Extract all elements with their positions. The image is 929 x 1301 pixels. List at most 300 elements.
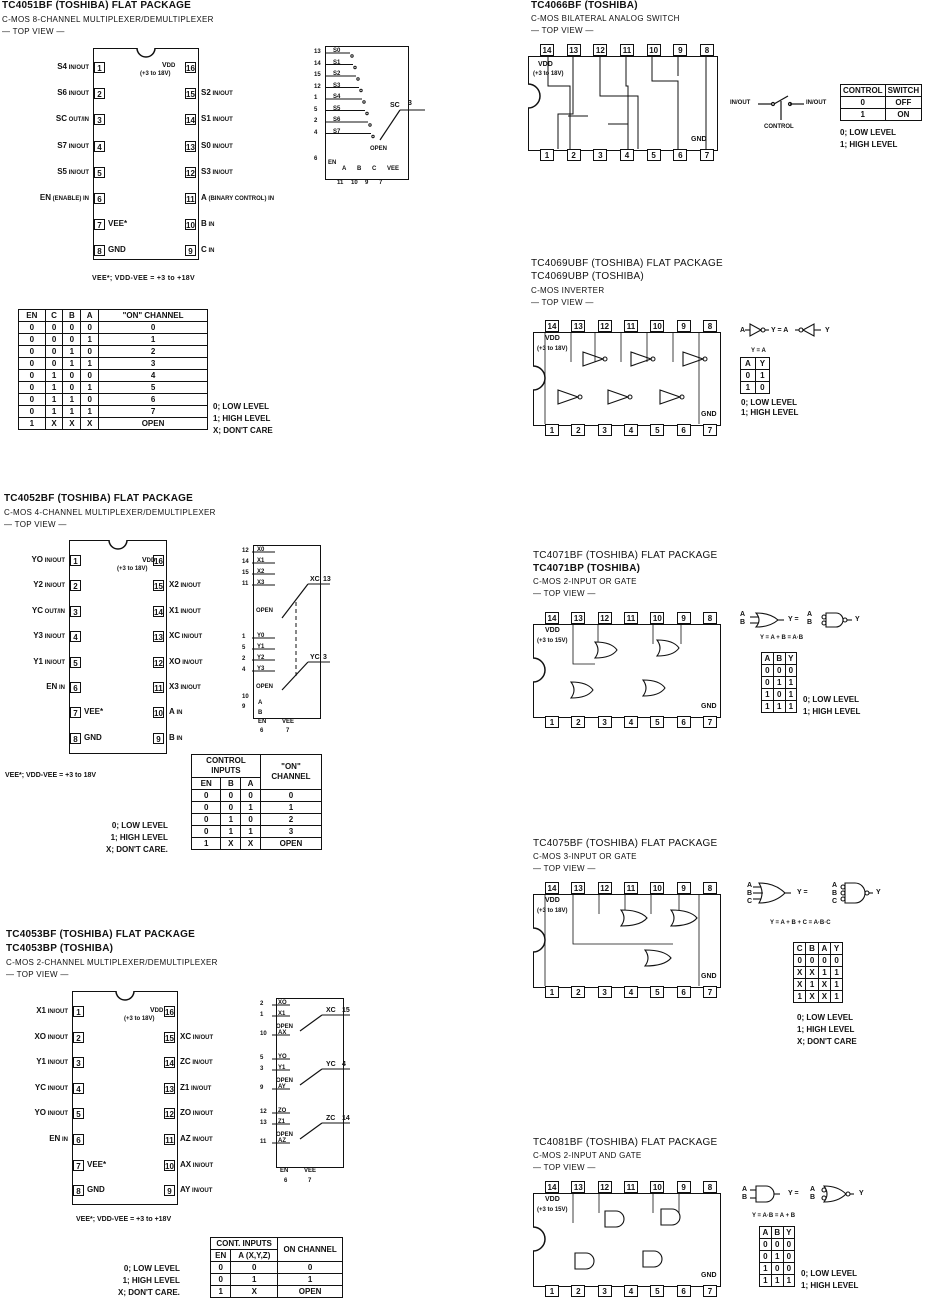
switch-label: X3: [257, 580, 265, 586]
pin-6: 6: [673, 149, 687, 161]
tc4069-title: TC4069UBF (TOSHIBA) FLAT PACKAGE: [531, 258, 723, 269]
table-cell: 1: [831, 991, 843, 1003]
table-header-cell: Y: [783, 1227, 794, 1239]
switch-pin: 2: [260, 1001, 264, 1007]
switch-arm: [300, 1015, 322, 1031]
table-cell: 2: [260, 814, 321, 826]
pin-4: 4: [624, 986, 638, 998]
pin-14: 14: [154, 607, 163, 617]
pin-label-x2: X2 IN/OUT: [169, 580, 201, 590]
pin-8: 8: [703, 612, 717, 624]
tc4069-sym-mid: Y = A: [771, 327, 789, 334]
table-cell: 0: [755, 382, 769, 394]
tc4053-package: [72, 991, 178, 1205]
table-cell: X: [241, 838, 261, 850]
pin-label-xo: XO IN/OUT: [34, 1031, 68, 1041]
pin-14: 14: [186, 116, 195, 126]
table-cell: OPEN: [99, 418, 208, 430]
switch-label: S5: [333, 105, 341, 112]
tc4071-legend: [803, 694, 860, 718]
table-cell: 0: [783, 1263, 794, 1275]
pin-2: 2: [571, 986, 585, 998]
legend-line: 1; HIGH LEVEL: [213, 414, 271, 423]
table-cell: 1: [831, 967, 843, 979]
tc4071-sym-eq: Y =: [788, 616, 799, 623]
pin-10: 10: [650, 882, 664, 894]
table-cell: 1: [785, 677, 796, 689]
b-pin: 9: [242, 704, 246, 710]
pin-13: 13: [154, 633, 163, 643]
tc4075-vdd: VDD: [545, 897, 560, 904]
tc4081-sym-eq: Y =: [788, 1190, 799, 1197]
table-cell: 1: [63, 346, 81, 358]
open-label: OPEN: [370, 146, 388, 152]
table-cell: 1: [19, 418, 46, 430]
pin-2: 2: [571, 716, 585, 728]
table-cell: 1: [760, 1275, 772, 1287]
table-cell: 0: [783, 1239, 794, 1251]
legend-line: X; DON'T CARE: [797, 1037, 857, 1046]
legend-line: X; DON'T CARE.: [118, 1288, 180, 1297]
table-cell: 1: [818, 967, 830, 979]
table-cell: 0: [45, 346, 63, 358]
tc4052-subtitle: C-MOS 4-CHANNEL MULTIPLEXER/DEMULTIPLEXER: [4, 508, 216, 517]
pin-12: 12: [165, 1110, 174, 1120]
legend-line: 0; LOW LEVEL: [123, 1264, 180, 1273]
table-header-cell: A (X,Y,Z): [231, 1250, 278, 1262]
tc4075-gnd: GND: [701, 973, 717, 980]
pin-label-s6: S6 IN/OUT: [57, 88, 89, 98]
a-label: A: [258, 700, 263, 706]
tc4066-sym-out: IN/OUT: [806, 100, 827, 106]
table-cell: 0: [211, 1274, 231, 1286]
table-cell: 0: [19, 346, 46, 358]
table-cell: 0: [63, 382, 81, 394]
switch-arm: [380, 110, 400, 140]
table-cell: 0: [45, 322, 63, 334]
tc4066-title: TC4066BF (TOSHIBA): [531, 0, 638, 11]
tc4075-sym-abc: A B C: [747, 882, 753, 905]
table-cell: 0: [783, 1251, 794, 1263]
pin-2: 2: [571, 1285, 585, 1297]
switch-contact: [351, 55, 353, 57]
en-pin: 6: [314, 156, 318, 162]
pin-10: 10: [650, 320, 664, 332]
switch-pin: 3: [260, 1066, 264, 1072]
pin-12: 12: [598, 612, 612, 624]
legend-line: X; DON'T CARE.: [106, 845, 168, 854]
pin-5: 5: [650, 986, 664, 998]
pin-1: 1: [545, 1285, 559, 1297]
legend-line: 1; HIGH LEVEL: [803, 707, 861, 716]
switch-label: Y3: [257, 666, 265, 672]
table-header-cell: CONTROL INPUTS: [192, 755, 261, 778]
table-cell: 1: [771, 1275, 783, 1287]
tc4052-title: TC4052BF (TOSHIBA) FLAT PACKAGE: [4, 493, 193, 504]
tc4071-eq: Y = A + B = A·B: [760, 635, 804, 641]
table-cell: 1: [771, 1251, 783, 1263]
table-header-cell: A: [762, 653, 774, 665]
table-cell: 0: [806, 955, 818, 967]
pin-9: 9: [185, 245, 196, 256]
switch-pin: 13: [260, 1120, 267, 1126]
tc4051-footnote: VEE*; VDD-VEE = +3 to +18V: [92, 275, 195, 282]
tc4053-legend: [118, 1263, 180, 1299]
tc4081-sym-ab: A B: [742, 1186, 748, 1201]
pin-label-s0: S0 IN/OUT: [201, 140, 233, 150]
tc4069-gnd: GND: [701, 411, 717, 418]
pin-14: 14: [545, 612, 559, 624]
pin-2: 2: [567, 149, 581, 161]
tc4052-package: [69, 540, 167, 754]
pin-label-s3: S3 IN/OUT: [201, 166, 233, 176]
tc4069-vdd: VDD: [545, 335, 560, 342]
table-cell: 1: [81, 358, 99, 370]
tc4066-internal-wiring: [528, 56, 718, 149]
table-header-cell: EN: [211, 1250, 231, 1262]
table-cell: X: [806, 967, 818, 979]
switch-contact: [354, 66, 356, 68]
bottom-pin: 10: [351, 180, 358, 186]
table-cell: 0: [192, 826, 221, 838]
pin-5: 5: [70, 657, 81, 668]
en-label: EN: [328, 160, 337, 166]
tc4066-sym-in: IN/OUT: [730, 100, 751, 106]
tc4075-eq: Y = A + B + C = A·B·C: [770, 920, 831, 926]
table-cell: 0: [81, 322, 99, 334]
y-switch-arm: [282, 662, 308, 690]
inverter-gate: [558, 390, 578, 404]
switch-pin: 12: [242, 548, 249, 554]
pin-6: 6: [677, 424, 691, 436]
tc4053-title: TC4053BF (TOSHIBA) FLAT PACKAGE: [6, 929, 195, 940]
table-cell: 2: [99, 346, 208, 358]
pin-14: 14: [165, 1059, 174, 1069]
legend-line: 0; LOW LEVEL: [797, 1013, 853, 1022]
switch-pin: 1: [242, 634, 246, 640]
pin-1: 1: [545, 716, 559, 728]
table-cell: 0: [841, 97, 886, 109]
and-gate: [643, 1251, 662, 1267]
pin-16: 16: [154, 557, 163, 566]
pin-10: 10: [650, 1181, 664, 1193]
table-cell: 0: [19, 370, 46, 382]
pin-1: 1: [70, 555, 81, 566]
table-cell: 1: [806, 979, 818, 991]
pin-11: 11: [624, 882, 638, 894]
pin-label-yo: YO IN/OUT: [31, 555, 65, 564]
tc4071-vdd: VDD: [545, 627, 560, 634]
pin-13: 13: [186, 142, 195, 152]
table-header-cell: Y: [785, 653, 796, 665]
legend-line: 1; HIGH LEVEL: [801, 1281, 859, 1290]
table-cell: X: [81, 418, 99, 430]
vee-label: VEE: [304, 1168, 317, 1174]
table-cell: 1: [231, 1274, 278, 1286]
pin-3: 3: [598, 986, 612, 998]
table-cell: OFF: [885, 97, 922, 109]
tc4069-view: — TOP VIEW —: [531, 298, 594, 307]
pin-label-s7: S7 IN/OUT: [57, 140, 89, 150]
table-cell: 0: [760, 1239, 772, 1251]
pin-label-en: EN IN: [46, 682, 65, 691]
and-gate: [605, 1211, 624, 1227]
tc4081-vdd-range: (+3 to 15V): [537, 1207, 568, 1213]
switch-label: X2: [257, 569, 265, 575]
table-cell: 1: [45, 406, 63, 418]
pin-label-b: B IN: [201, 219, 215, 229]
pin-13: 13: [571, 882, 585, 894]
pin-4: 4: [70, 631, 81, 642]
table-cell: X: [806, 991, 818, 1003]
pin-7: 7: [703, 716, 717, 728]
pin-12: 12: [598, 882, 612, 894]
table-cell: 1: [63, 394, 81, 406]
switch-label: Y1: [257, 644, 265, 650]
switch-label: XO: [278, 1000, 287, 1006]
table-cell: 0: [81, 370, 99, 382]
switch-label: S2: [333, 71, 341, 77]
table-header-cell: SWITCH: [885, 85, 922, 97]
common-label: XC: [326, 1007, 336, 1014]
tc4081-and-gates: [533, 1193, 719, 1285]
table-cell: 0: [45, 334, 63, 346]
pin-label-xo: XO IN/OUT: [169, 656, 203, 666]
tc4052-view: — TOP VIEW —: [4, 520, 67, 529]
or-gate: [643, 680, 665, 696]
switch-pin: 4: [314, 129, 318, 136]
table-cell: 0: [773, 665, 785, 677]
pin-10: 10: [650, 612, 664, 624]
switch-pin: 1: [260, 1012, 264, 1018]
switch-pin: 15: [242, 570, 249, 576]
or-gate: [595, 642, 617, 658]
switch-pin: 12: [314, 83, 321, 90]
pin-15: 15: [154, 582, 163, 592]
table-header-cell: "ON" CHANNEL: [99, 310, 208, 322]
switch-label: S7: [333, 128, 341, 135]
tc4069-sym-y: Y: [825, 327, 830, 334]
switch-pin: 14: [242, 559, 249, 565]
common-label: YC: [326, 1061, 336, 1068]
legend-line: 0; LOW LEVEL: [803, 695, 859, 704]
tc4051-subtitle: C-MOS 8-CHANNEL MULTIPLEXER/DEMULTIPLEXER: [2, 15, 214, 24]
tc4066-vdd: VDD: [538, 61, 553, 68]
switch-label: Y1: [278, 1065, 286, 1071]
table-cell: 0: [771, 1263, 783, 1275]
tc4066-legend: [840, 127, 897, 151]
switch-label: Y2: [257, 655, 265, 661]
pin-9: 9: [153, 733, 164, 744]
tc4053-title2: TC4053BP (TOSHIBA): [6, 943, 114, 954]
tc4051-legend: [213, 401, 273, 437]
table-cell: 0: [45, 358, 63, 370]
tc4081-subtitle: C-MOS 2-INPUT AND GATE: [533, 1151, 642, 1160]
pin-5: 5: [650, 716, 664, 728]
pin-2: 2: [70, 580, 81, 591]
tc4075-title: TC4075BF (TOSHIBA) FLAT PACKAGE: [533, 838, 718, 849]
table-cell: 0: [63, 334, 81, 346]
tc4069-truth-table: [740, 357, 770, 394]
table-header-cell: A: [81, 310, 99, 322]
tc4071-sym-ab: A B: [740, 611, 746, 626]
table-header-cell: A: [818, 943, 830, 955]
table-cell: 1: [783, 1275, 794, 1287]
en-label: EN: [280, 1168, 289, 1174]
pin-label-x1: X1 IN/OUT: [36, 1006, 68, 1015]
tc4053-switch-lines: [250, 995, 370, 1195]
table-header-cell: B: [63, 310, 81, 322]
pin-4: 4: [624, 424, 638, 436]
pin-10: 10: [647, 44, 661, 56]
pin-12: 12: [598, 1181, 612, 1193]
sc-pin: 3: [408, 100, 412, 107]
pin-label-gnd: GND: [87, 1185, 105, 1195]
inverter-gate: [631, 352, 651, 366]
table-cell: 0: [771, 1239, 783, 1251]
pin-label-xc: XC IN/OUT: [169, 631, 203, 641]
table-cell: OPEN: [278, 1286, 343, 1298]
pin-4: 4: [624, 716, 638, 728]
tc4053-vdd-range: (+3 to 18V): [124, 1016, 155, 1022]
tc4066-truth-table: [840, 84, 922, 121]
pin-3: 3: [94, 114, 105, 125]
inverter-gate: [683, 352, 703, 366]
yc-pin: 3: [323, 654, 327, 661]
table-cell: X: [794, 967, 806, 979]
table-cell: 0: [192, 802, 221, 814]
table-cell: 1: [755, 370, 769, 382]
tc4071-sym-ab2: A B: [807, 611, 813, 626]
tc4071-title: TC4071BF (TOSHIBA) FLAT PACKAGE: [533, 550, 718, 561]
tc4081-truth-table: [759, 1226, 795, 1287]
pin-5: 5: [94, 167, 105, 178]
table-cell: 0: [81, 394, 99, 406]
pin-7: 7: [703, 986, 717, 998]
switch-label: AZ: [278, 1138, 286, 1144]
switch-pin: 15: [314, 72, 321, 78]
tc4081-gnd: GND: [701, 1272, 717, 1279]
tc4069-eq: Y = A: [751, 348, 766, 354]
pin-1: 1: [73, 1006, 84, 1017]
table-cell: 0: [773, 689, 785, 701]
legend-line: 1; HIGH LEVEL: [122, 1276, 180, 1285]
pin-11: 11: [186, 195, 195, 204]
pin-7: 7: [70, 707, 81, 718]
table-header-cell: B: [221, 778, 241, 790]
table-cell: 1: [81, 382, 99, 394]
inverter-gate: [660, 390, 680, 404]
pin-label-a: A IN: [169, 707, 183, 717]
table-cell: 1: [773, 677, 785, 689]
pin-13: 13: [571, 320, 585, 332]
pin-3: 3: [598, 716, 612, 728]
tc4069-vdd-range: (+3 to 18V): [537, 346, 568, 352]
pin-3: 3: [598, 1285, 612, 1297]
legend-line: 1; HIGH LEVEL: [741, 408, 799, 417]
switch-pin: 4: [242, 667, 246, 673]
tc4052-truth-table: [191, 754, 322, 850]
tc4051-vdd-range: (+3 to 18V): [140, 71, 171, 77]
pin-label-en: EN IN: [49, 1134, 68, 1143]
sc-label: SC: [390, 102, 400, 109]
and-gate: [575, 1253, 594, 1269]
pin-3: 3: [73, 1057, 84, 1068]
pin-8: 8: [700, 44, 714, 56]
pin-label-y3: Y3 IN/OUT: [33, 631, 65, 641]
pin-9: 9: [164, 1185, 175, 1196]
vee-pin: 7: [286, 728, 290, 734]
inverter-gate: [583, 352, 603, 366]
pin-5: 5: [73, 1108, 84, 1119]
table-cell: 0: [63, 322, 81, 334]
pin-label-zc: ZC IN/OUT: [180, 1057, 213, 1067]
pin-9: 9: [677, 612, 691, 624]
pin-12: 12: [593, 44, 607, 56]
x-open: OPEN: [256, 608, 274, 614]
table-cell: 1: [241, 826, 261, 838]
tc4075-sym-y: Y: [876, 889, 881, 896]
table-cell: 0: [760, 1251, 772, 1263]
pin-label-ay: AY IN/OUT: [180, 1185, 213, 1195]
pin-5: 5: [650, 424, 664, 436]
table-cell: 1: [762, 689, 774, 701]
pin-4: 4: [624, 1285, 638, 1297]
table-cell: 1: [278, 1274, 343, 1286]
table-cell: 0: [794, 955, 806, 967]
pin-7: 7: [94, 219, 105, 230]
tc4071-symbol: [740, 608, 860, 638]
wire: [573, 894, 673, 944]
pin-label-y1: Y1 IN/OUT: [36, 1057, 68, 1067]
bottom-label: A: [342, 166, 347, 172]
table-cell: X: [63, 418, 81, 430]
pin-2: 2: [94, 88, 105, 99]
switch-label: YO: [278, 1054, 287, 1060]
switch-pin: 11: [242, 581, 249, 587]
table-cell: 0: [211, 1262, 231, 1274]
tc4081-eq: Y = A·B = A + B: [752, 1213, 796, 1219]
vee-label: VEE: [282, 719, 295, 725]
a-pin: 10: [242, 694, 249, 700]
tc4071-view: — TOP VIEW —: [533, 589, 596, 598]
tc4081-view: — TOP VIEW —: [533, 1163, 596, 1172]
pin-6: 6: [70, 682, 81, 693]
switch-pin: 13: [314, 49, 321, 55]
pin-11: 11: [624, 1181, 638, 1193]
table-header-cell: A: [760, 1227, 772, 1239]
pin-label-en: EN (ENABLE) IN: [39, 193, 89, 202]
table-cell: 0: [19, 382, 46, 394]
tc4081-sym-y: Y: [859, 1190, 864, 1197]
pin-7: 7: [700, 149, 714, 161]
pin-3: 3: [593, 149, 607, 161]
en-pin: 6: [284, 1178, 288, 1184]
or-gate: [571, 682, 593, 698]
pin-9: 9: [677, 1181, 691, 1193]
table-cell: 1: [81, 406, 99, 418]
bottom-pin: 11: [337, 180, 344, 186]
tc4051-title: TC4051BF (TOSHIBA) FLAT PACKAGE: [2, 0, 191, 11]
pin-label-ax: AX IN/OUT: [180, 1159, 214, 1169]
tc4075-legend: [797, 1012, 857, 1048]
tc4075-sym-eq: Y =: [797, 889, 808, 896]
pin-6: 6: [677, 986, 691, 998]
pin-label-vee: VEE*: [84, 707, 104, 717]
pin-8: 8: [73, 1185, 84, 1196]
table-cell: 4: [99, 370, 208, 382]
open-label: OPEN: [276, 1132, 294, 1138]
